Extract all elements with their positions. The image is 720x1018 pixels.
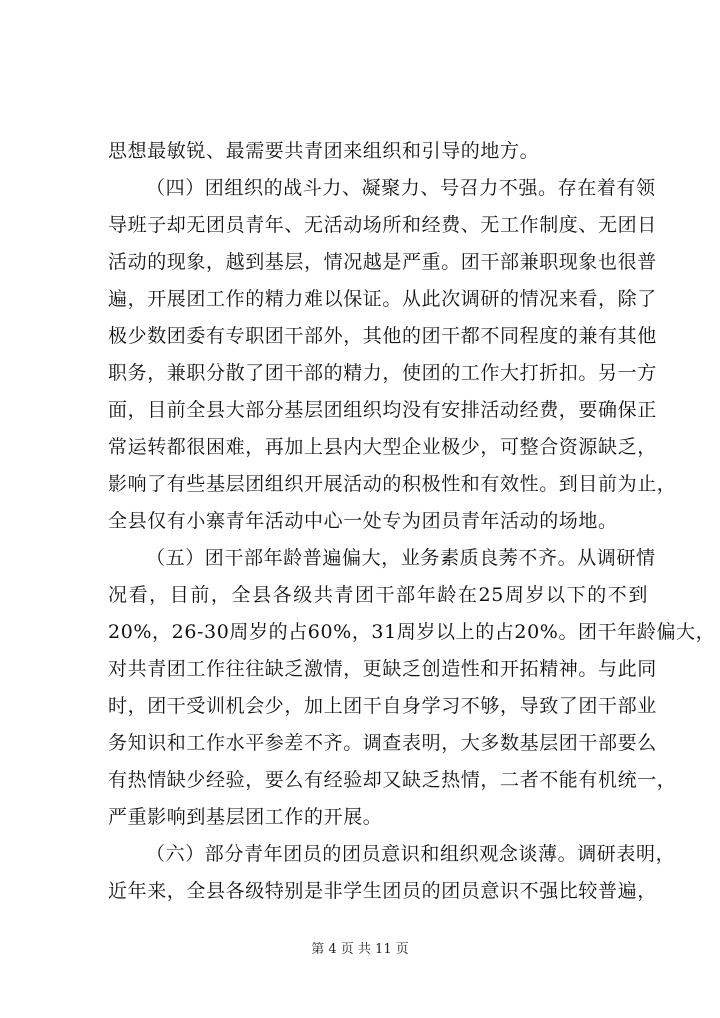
text-line: 常运转都很困难，再加上县内大型企业极少，可整合资源缺乏，: [108, 436, 657, 458]
text-line: 活动的现象，越到基层，情况越是严重。团干部兼职现象也很普: [108, 251, 657, 273]
section-heading-line: （六）部分青年团员的团员意识和组织观念谈薄。调研表明，: [146, 843, 676, 865]
text-line: 影响了有些基层团组织开展活动的积极性和有效性。到目前为止，: [108, 473, 677, 495]
text-line: 导班子却无团员青年、无活动场所和经费、无工作制度、无团日: [108, 214, 657, 236]
text-line: 全县仅有小寨青年活动中心一处专为团员青年活动的场地。: [108, 510, 618, 532]
text-line: 20%，26-30周岁的占60%，31周岁以上的占20%。团干年龄偏大，: [108, 621, 716, 643]
page-footer: 第 4 页 共 11 页: [311, 942, 409, 957]
text-line: 面，目前全县大部分基层团组织均没有安排活动经费，要确保正: [108, 399, 657, 421]
text-line: 职务，兼职分散了团干部的精力，使团的工作大打折扣。另一方: [108, 362, 657, 384]
text-line: 近年来，全县各级特别是非学生团员的团员意识不强比较普遍，: [108, 880, 657, 902]
text-line: 时，团干受训机会少，加上团干自身学习不够，导致了团干部业: [108, 695, 657, 717]
text-line: 对共青团工作往往缺乏激情，更缺乏创造性和开拓精神。与此同: [108, 658, 657, 680]
section-heading-line: （五）团干部年龄普遍偏大，业务素质良莠不齐。从调研情: [146, 547, 656, 569]
section-heading-line: （四）团组织的战斗力、凝聚力、号召力不强。存在着有领: [146, 177, 656, 199]
text-line: 思想最敏锐、最需要共青团来组织和引导的地方。: [108, 140, 540, 162]
text-line: 严重影响到基层团工作的开展。: [108, 806, 383, 828]
text-line: 有热情缺少经验，要么有经验却又缺乏热情，二者不能有机统一，: [108, 769, 677, 791]
text-line: 况看，目前，全县各级共青团干部年龄在25周岁以下的不到: [108, 584, 648, 606]
text-line: 极少数团委有专职团干部外，其他的团干都不同程度的兼有其他: [108, 325, 657, 347]
text-line: 务知识和工作水平参差不齐。调查表明，大多数基层团干部要么: [108, 732, 657, 754]
text-line: 遍，开展团工作的精力难以保证。从此次调研的情况来看，除了: [108, 288, 657, 310]
